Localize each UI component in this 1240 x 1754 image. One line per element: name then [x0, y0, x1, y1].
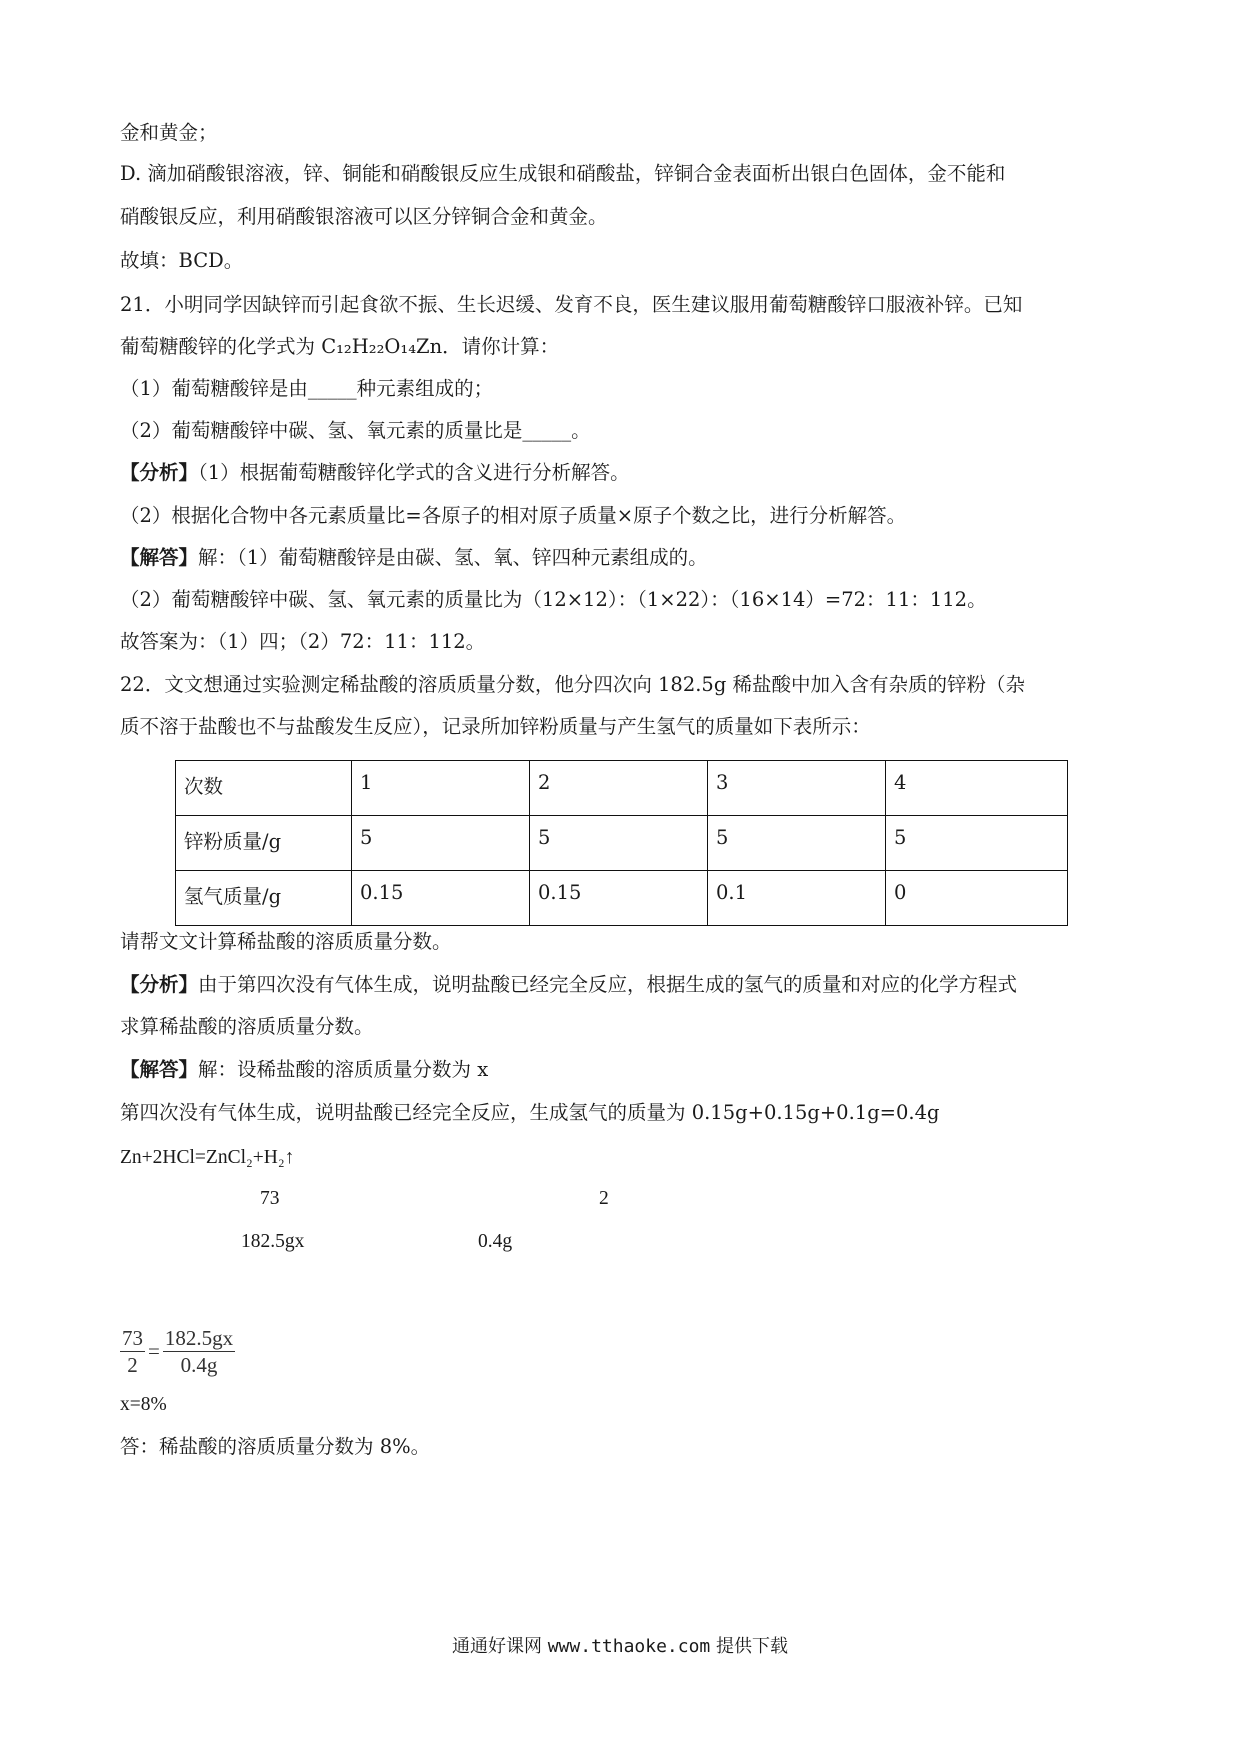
text-line: 求算稀盐酸的溶质质量分数。 [120, 1015, 374, 1038]
text-line: D. 滴加硝酸银溶液，锌、铜能和硝酸银反应生成银和硝酸盐，锌铜合金表面析出银白色固体，金不能和 [120, 162, 1006, 185]
table-cell: 0 [886, 871, 1068, 926]
sub-question-1: （1）葡萄糖酸锌是由_____种元素组成的； [120, 377, 494, 400]
chemical-equation: Zn+2HCl=ZnCl₂+H₂↑ [120, 1147, 295, 1168]
table-cell: 3 [708, 761, 886, 816]
text-line: 金和黄金； [120, 121, 218, 144]
table-row [176, 871, 1068, 926]
fraction-left [120, 1325, 145, 1378]
unknown-hcl-mass: 182.5gx [241, 1231, 305, 1252]
table-cell: 0.15 [352, 871, 530, 926]
analysis-text: （1）根据葡萄糖酸锌化学式的含义进行分析解答。 [198, 461, 630, 484]
answer-label: 【解答】 [120, 1058, 199, 1081]
analysis-label: 【分析】 [120, 461, 199, 484]
answer-text: 解：设稀盐酸的溶质质量分数为 x [198, 1058, 489, 1081]
fraction-numerator: 182.5gx [164, 1326, 234, 1350]
fraction-denominator: 0.4g [180, 1353, 218, 1377]
table-row [176, 816, 1068, 871]
text-line: （2）根据化合物中各元素质量比=各原子的相对原子质量×原子个数之比，进行分析解答。 [120, 504, 907, 527]
fraction-numerator: 73 [122, 1326, 143, 1350]
analysis-label: 【分析】 [120, 973, 199, 996]
final-answer: 答：稀盐酸的溶质质量分数为 8%。 [120, 1435, 431, 1458]
question-22: 22．文文想通过实验测定稀盐酸的溶质质量分数，他分四次向 182.5g 稀盐酸中加入含有杂质的锌粉（杂 [120, 673, 1026, 696]
page-footer [0, 1632, 1240, 1658]
table-cell: 5 [886, 816, 1068, 871]
answer-line [120, 545, 708, 571]
molar-mass-hcl: 73 [260, 1188, 280, 1209]
data-table [175, 760, 1068, 926]
text-line: 请帮文文计算稀盐酸的溶质质量分数。 [120, 930, 452, 953]
table-cell: 锌粉质量/g [176, 816, 352, 871]
text-line: 故答案为：（1）四；（2）72：11：112。 [120, 630, 486, 653]
fraction-right [163, 1325, 235, 1378]
table-cell: 5 [352, 816, 530, 871]
text-line: 质不溶于盐酸也不与盐酸发生反应），记录所加锌粉质量与产生氢气的质量如下表所示： [120, 715, 871, 738]
equals-sign: = [148, 1339, 160, 1363]
table-cell: 5 [708, 816, 886, 871]
fraction-denominator: 2 [127, 1353, 138, 1377]
analysis-text: 由于第四次没有气体生成，说明盐酸已经完全反应，根据生成的氢气的质量和对应的化学方程式 [198, 973, 1018, 996]
text-line: 硝酸银反应，利用硝酸银溶液可以区分锌铜合金和黄金。 [120, 205, 608, 228]
table-cell: 0.1 [708, 871, 886, 926]
table-cell: 次数 [176, 761, 352, 816]
proportion-fraction [120, 1325, 235, 1378]
answer-text: 解：（1）葡萄糖酸锌是由碳、氢、氧、锌四种元素组成的。 [198, 546, 708, 569]
table-row [176, 761, 1068, 816]
molar-mass-h2: 2 [599, 1188, 609, 1209]
analysis-line [120, 972, 1017, 998]
h2-mass: 0.4g [478, 1231, 513, 1252]
text-line: 故填：BCD。 [120, 249, 244, 272]
answer-line [120, 1057, 488, 1083]
table-cell: 4 [886, 761, 1068, 816]
table-cell: 0.15 [530, 871, 708, 926]
footer-suffix: 提供下载 [710, 1636, 789, 1657]
analysis-line [120, 460, 630, 486]
table-cell: 2 [530, 761, 708, 816]
table-cell: 5 [530, 816, 708, 871]
text-line: 第四次没有气体生成，说明盐酸已经完全反应，生成氢气的质量为 0.15g+0.15g+0.1g=0.4g [120, 1101, 940, 1124]
sub-question-2: （2）葡萄糖酸锌中碳、氢、氧元素的质量比是_____。 [120, 419, 591, 442]
answer-label: 【解答】 [120, 546, 199, 569]
table-cell: 1 [352, 761, 530, 816]
text-line: 葡萄糖酸锌的化学式为 C₁₂H₂₂O₁₄Zn．请你计算： [120, 335, 560, 358]
footer-site-name: 通通好课网 [451, 1636, 548, 1657]
text-line: （2）葡萄糖酸锌中碳、氢、氧元素的质量比为（12×12）：（1×22）：（16×14）=72：11：112。 [120, 588, 987, 611]
table-cell: 氢气质量/g [176, 871, 352, 926]
result-line: x=8% [120, 1394, 167, 1415]
footer-url[interactable]: www.tthaoke.com [547, 1636, 711, 1657]
question-21: 21．小明同学因缺锌而引起食欲不振、生长迟缓、发育不良，医生建议服用葡萄糖酸锌口服液补锌。已知 [120, 293, 1023, 316]
